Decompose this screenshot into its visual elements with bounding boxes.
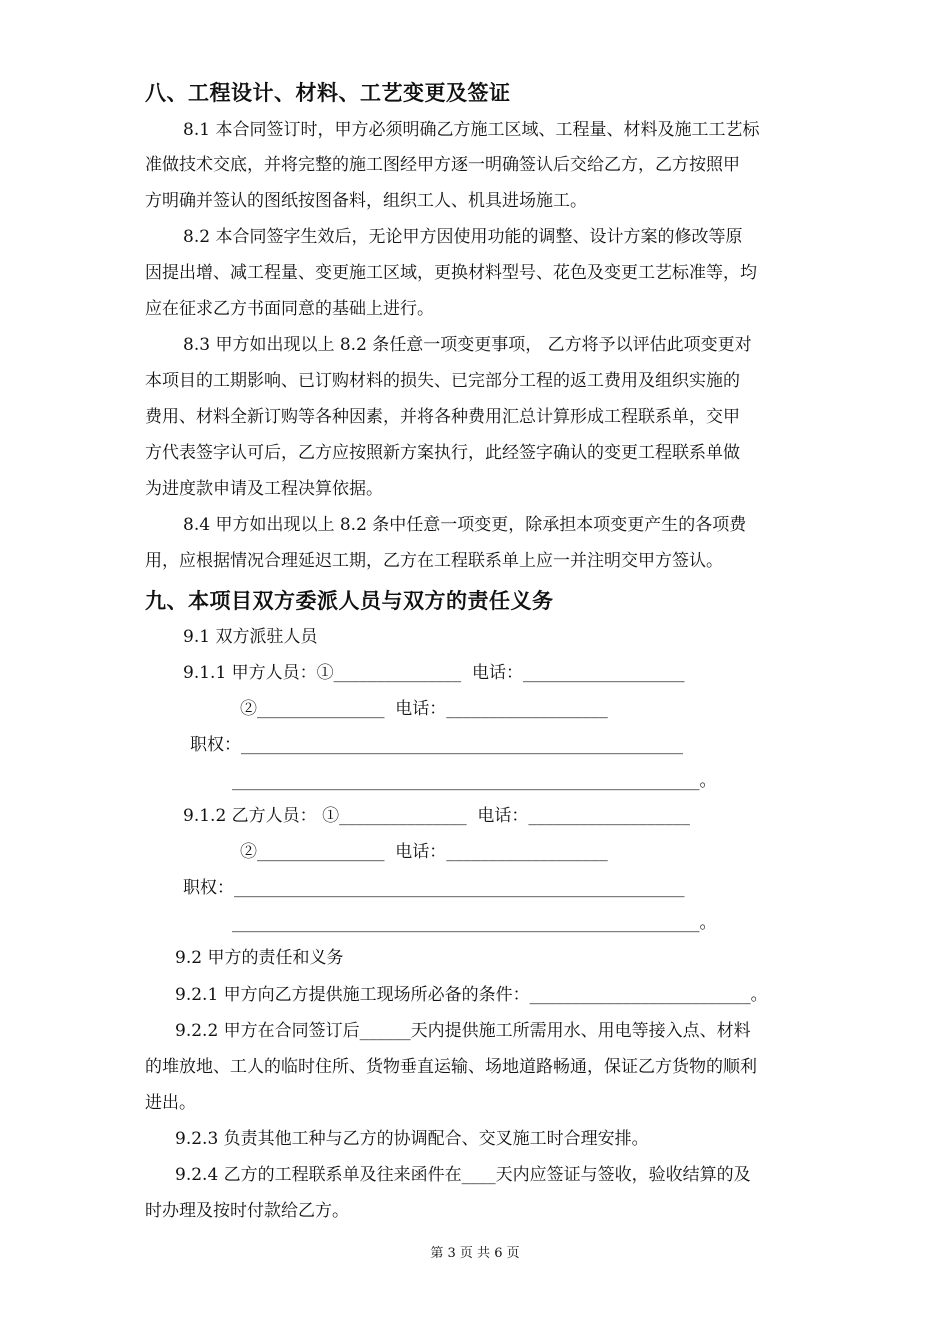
subsection-9-1: 9.1 双方派驻人员 (183, 627, 318, 647)
page-footer: 第 3 页 共 6 页 (430, 1246, 520, 1261)
paragraph-8-3-line-2: 本项目的工期影响、已订购材料的损失、已完部分工程的返工费用及组织实施的 (145, 371, 740, 391)
paragraph-8-3-line-1: 8.3 甲方如出现以上 8.2 条任意一项变更事项， 乙方将予以评估此项变更对 (183, 335, 752, 355)
party-a-person-1-line: 9.1.1 甲方人员：①_______________ 电话：___________________ (183, 663, 685, 683)
paragraph-8-2-line-2: 因提出增、减工程量、变更施工区域，更换材料型号、花色及变更工艺标准等，均 (145, 263, 757, 283)
paragraph-8-1-line-2: 准做技术交底，并将完整的施工图经甲方逐一明确签认后交给乙方，乙方按照甲 (145, 155, 740, 175)
subsection-9-2: 9.2 甲方的责任和义务 (175, 948, 344, 968)
party-b-person-2-line: ②_______________ 电话：___________________ (240, 842, 608, 862)
section-heading-9: 九、本项目双方委派人员与双方的责任义务 (145, 589, 554, 613)
clause-9-2-4-line-1: 9.2.4 乙方的工程联系单及往来函件在____天内应签证与签收，验收结算的及 (175, 1165, 751, 1185)
paragraph-8-3-line-5: 为进度款申请及工程决算依据。 (145, 479, 383, 499)
paragraph-8-4-line-2: 用，应根据情况合理延迟工期，乙方在工程联系单上应一并注明交甲方签认。 (145, 551, 723, 571)
clause-9-2-3: 9.2.3 负责其他工种与乙方的协调配合、交叉施工时合理安排。 (175, 1129, 649, 1149)
paragraph-8-1-line-1: 8.1 本合同签订时，甲方必须明确乙方施工区域、工程量、材料及施工工艺标 (183, 120, 760, 140)
clause-9-2-2-line-2: 的堆放地、工人的临时住所、货物垂直运输、场地道路畅通，保证乙方货物的顺利 (145, 1057, 757, 1077)
clause-9-2-2-line-1: 9.2.2 甲方在合同签订后______天内提供施工所需用水、用电等接入点、材料 (175, 1021, 751, 1041)
clause-9-2-1: 9.2.1 甲方向乙方提供施工现场所必备的条件：__________________________。 (175, 985, 768, 1005)
paragraph-8-3-line-3: 费用、材料全新订购等各种因素，并将各种费用汇总计算形成工程联系单，交甲 (145, 407, 740, 427)
party-a-person-2-line: ②_______________ 电话：___________________ (240, 699, 608, 719)
section-heading-8: 八、工程设计、材料、工艺变更及签证 (145, 81, 511, 105)
party-b-authority-line-2: _______________________________________________________。 (232, 913, 717, 933)
paragraph-8-4-line-1: 8.4 甲方如出现以上 8.2 条中任意一项变更，除承担本项变更产生的各项费 (183, 515, 747, 535)
paragraph-8-3-line-4: 方代表签字认可后，乙方应按照新方案执行，此经签字确认的变更工程联系单做 (145, 443, 740, 463)
paragraph-8-2-line-3: 应在征求乙方书面同意的基础上进行。 (145, 299, 434, 319)
paragraph-8-2-line-1: 8.2 本合同签字生效后，无论甲方因使用功能的调整、设计方案的修改等原 (183, 227, 743, 247)
party-a-authority-line-1: 职权：____________________________________________________ (190, 735, 683, 755)
paragraph-8-1-line-3: 方明确并签认的图纸按图备料，组织工人、机具进场施工。 (145, 191, 587, 211)
clause-9-2-2-line-3: 进出。 (145, 1093, 196, 1113)
party-a-authority-line-2: _______________________________________________________。 (232, 771, 717, 791)
clause-9-2-4-line-2: 时办理及按时付款给乙方。 (145, 1201, 349, 1221)
party-b-authority-line-1: 职权：_____________________________________________________ (183, 878, 685, 898)
party-b-person-1-line: 9.1.2 乙方人员： ①_______________ 电话：___________________ (183, 806, 690, 826)
